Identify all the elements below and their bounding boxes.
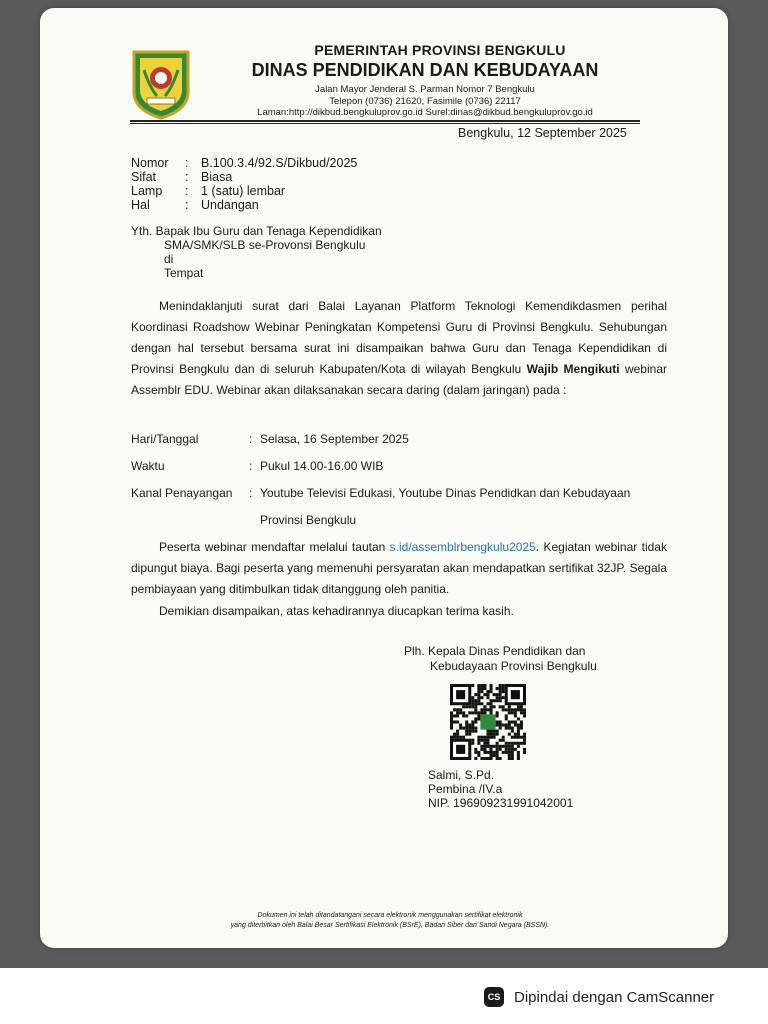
meta-label: Sifat xyxy=(131,170,157,184)
office-name: DINAS PENDIDIKAN DAN KEBUDAYAAN xyxy=(251,60,599,80)
signatory-title-1: Plh. Kepala Dinas Pendidikan dan xyxy=(404,644,586,658)
meta-row: Sifat : Biasa xyxy=(131,170,233,184)
qr-center-emblem xyxy=(480,714,495,729)
meta-value: Biasa xyxy=(201,170,233,184)
addressee-line-4: Tempat xyxy=(164,266,204,280)
emphasis-required: Wajib Mengikuti xyxy=(526,362,620,376)
schedule-row-channel: Kanal Penayangan : Youtube Televisi Edukasi, Youtube Dinas Pendidkan dan Kebudayaan Provinsi Bengkulu xyxy=(131,486,631,527)
paragraph-intro: Menindaklanjuti surat dari Balai Layanan Platform Teknologi Kemendikdasmen perihal Koordinasi Roadshow Webinar Peningkatan Kompetensi Guru di Provinsi Bengkulu. Sehubungan dengan hal tersebut bersama surat ini disampaikan bahwa Guru dan Tenaga Kependidikan di Provinsi Bengkulu dan di seluruh Kabupaten/Kota di wilayah Bengkulu Wajib Mengikuti webinar Assemblr EDU. Webinar akan dilaksanakan secara daring (dalam jaringan) pada : xyxy=(131,299,667,397)
meta-value: 1 (satu) lembar xyxy=(201,184,286,198)
office-address: Jalan Mayor Jenderal S. Parman Nomor 7 Bengkulu xyxy=(315,84,535,95)
office-phone: Telepon (0736) 21620, Fasimile (0736) 22117 xyxy=(329,96,521,107)
footer-line-2: yang diterbitkan oleh Balai Besar Sertifikasi Elektronik (BSrE), Badan Siber dan Sandi Negara (BSSN). xyxy=(230,922,550,929)
camscanner-label: Dipindai dengan CamScanner xyxy=(514,988,715,1006)
schedule-row-time: Waktu : Pukul 14.00-16.00 WIB xyxy=(131,459,384,473)
addressee-line-3: di xyxy=(164,252,174,266)
signatory-title-2: Kebudayaan Provinsi Bengkulu xyxy=(430,659,597,673)
meta-row: Lamp : 1 (satu) lembar xyxy=(131,184,286,198)
government-name: PEMERINTAH PROVINSI BENGKULU xyxy=(314,42,566,58)
province-emblem-logo xyxy=(130,48,192,120)
letter-paper xyxy=(40,8,728,948)
footer-line-1: Dokumen ini telah ditandatangani secara elektronik menggunakan sertifikat elektronik xyxy=(257,912,523,919)
registration-link[interactable]: s.id/assemblrbengkulu2025 xyxy=(389,540,536,554)
meta-label: Hal xyxy=(131,198,150,212)
signatory-name: Salmi, S.Pd. xyxy=(428,768,495,782)
meta-value: B.100.3.4/92.S/Dikbud/2025 xyxy=(201,156,358,170)
meta-row: Nomor : B.100.3.4/92.S/Dikbud/2025 xyxy=(131,156,358,170)
paragraph-registration: Peserta webinar mendaftar melalui tautan s.id/assemblrbengkulu2025. Kegiatan webinar tidak dipungut biaya. Bagi peserta yang memenuhi persyaratan akan mendapatkan sertifikat 32JP. Segala pembiayaan yang ditimbulkan tidak ditanggung oleh panitia. xyxy=(131,540,667,596)
meta-row: Hal : Undangan xyxy=(131,198,259,212)
letterhead-rule-thin xyxy=(130,123,640,124)
camscanner-icon: CS xyxy=(484,987,504,1007)
meta-value: Undangan xyxy=(201,198,259,212)
office-website-email: Laman:http://dikbud.bengkuluprov.go.id Surel:dinas@dikbud.bengkuluprov.go.id xyxy=(257,107,593,118)
signatory-rank: Pembina /IV.a xyxy=(428,782,503,796)
addressee-line-2: SMA/SMK/SLB se-Provonsi Bengkulu xyxy=(164,238,366,252)
addressee-line-1: Yth. Bapak Ibu Guru dan Tenaga Kependidikan xyxy=(131,224,382,238)
schedule-row-date: Hari/Tanggal : Selasa, 16 September 2025 xyxy=(131,432,409,446)
letter-date: Bengkulu, 12 September 2025 xyxy=(458,126,627,140)
letterhead-rule xyxy=(130,120,640,122)
meta-label: Nomor xyxy=(131,156,169,170)
meta-label: Lamp xyxy=(131,184,163,198)
camscanner-watermark xyxy=(472,982,754,1012)
qr-code-signature xyxy=(450,684,526,760)
closing-sentence: Demikian disampaikan, atas kehadirannya diucapkan terima kasih. xyxy=(159,604,514,618)
signatory-nip: NIP. 196909231991042001 xyxy=(428,796,574,810)
